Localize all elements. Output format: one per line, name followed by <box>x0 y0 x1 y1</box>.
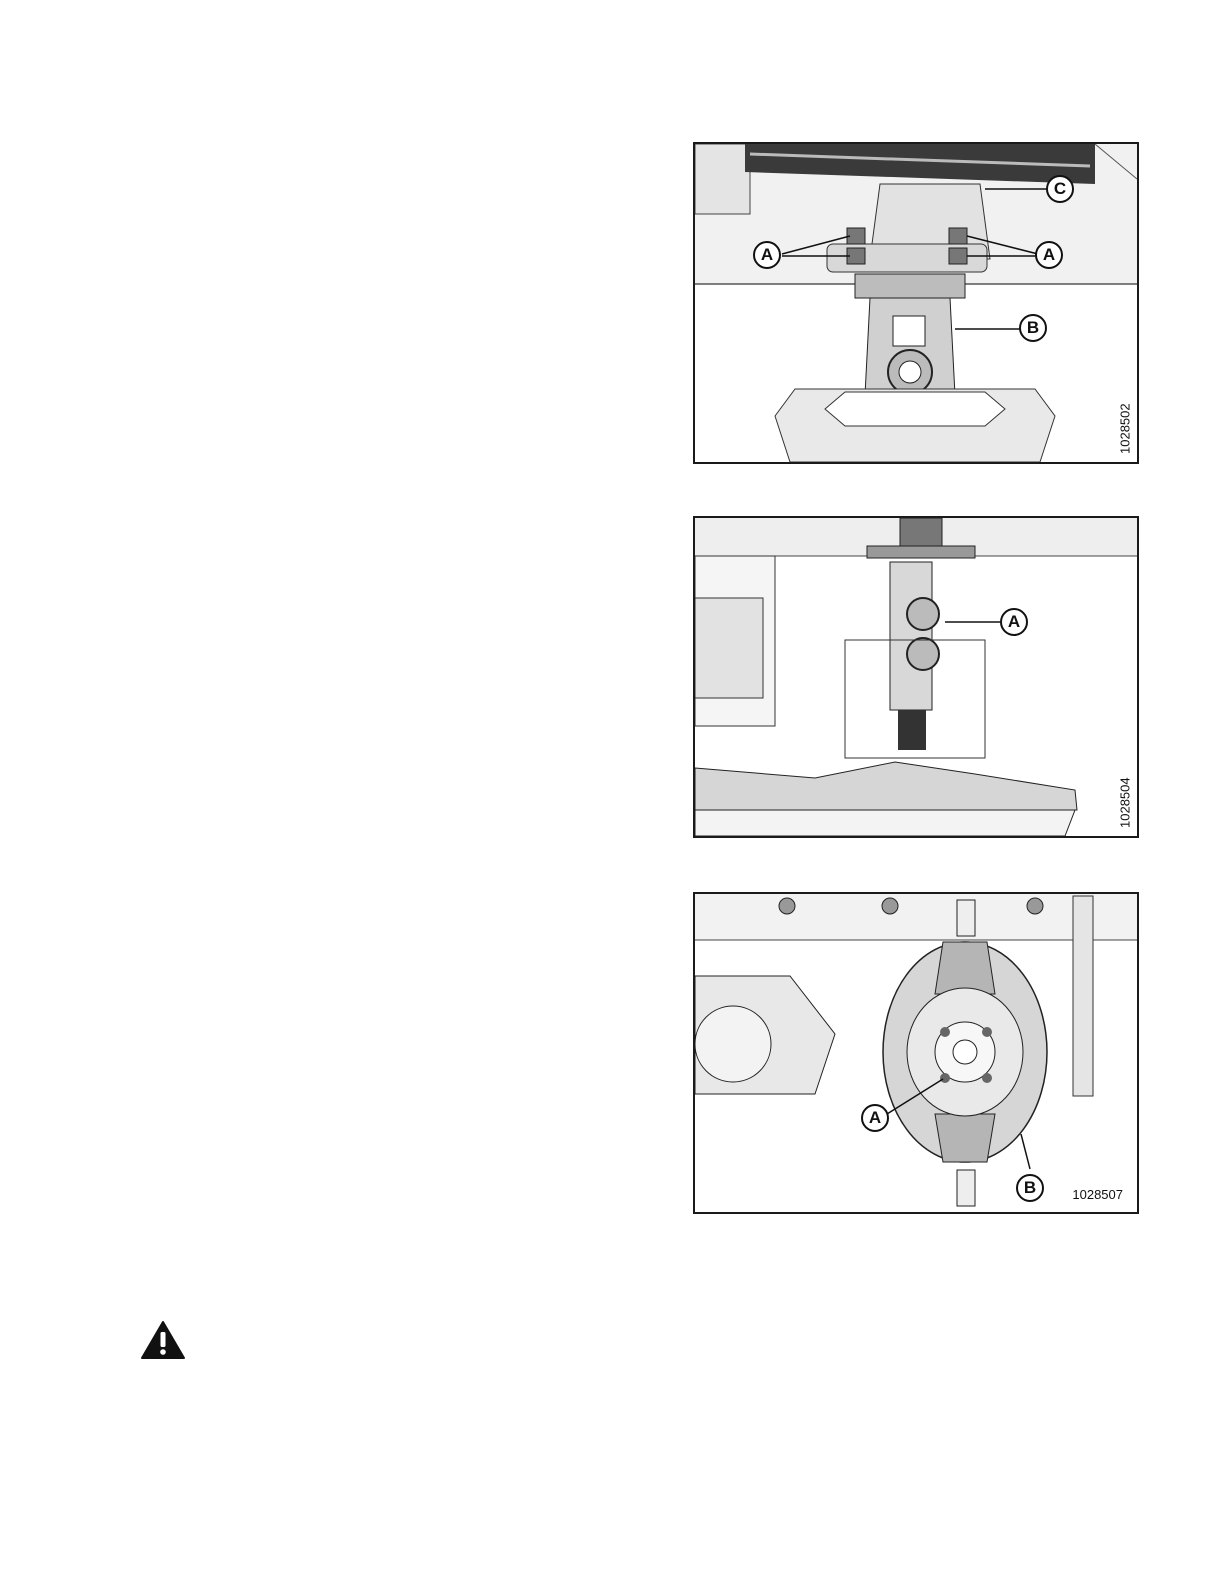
callout-a-left: A <box>753 241 781 269</box>
callout-a: A <box>1000 608 1028 636</box>
figure-number: 1028507 <box>1072 1187 1123 1202</box>
figure-driveline-top <box>693 142 1139 464</box>
bolt-a4 <box>949 248 967 264</box>
warning-triangle-icon <box>140 1320 186 1360</box>
callout-c: C <box>1046 175 1074 203</box>
callout-a-right: A <box>1035 241 1063 269</box>
figure-number: 1028502 <box>1118 403 1133 454</box>
callout-b: B <box>1016 1174 1044 1202</box>
callout-b: B <box>1019 314 1047 342</box>
disc-top-illustration <box>695 894 1137 1212</box>
figure-number: 1028504 <box>1118 777 1133 828</box>
figure-driveline-side <box>693 516 1139 838</box>
bolt-a3 <box>949 228 967 244</box>
driveline-side-illustration <box>695 518 1137 836</box>
figure-disc-top <box>693 892 1139 1214</box>
callout-a: A <box>861 1104 889 1132</box>
